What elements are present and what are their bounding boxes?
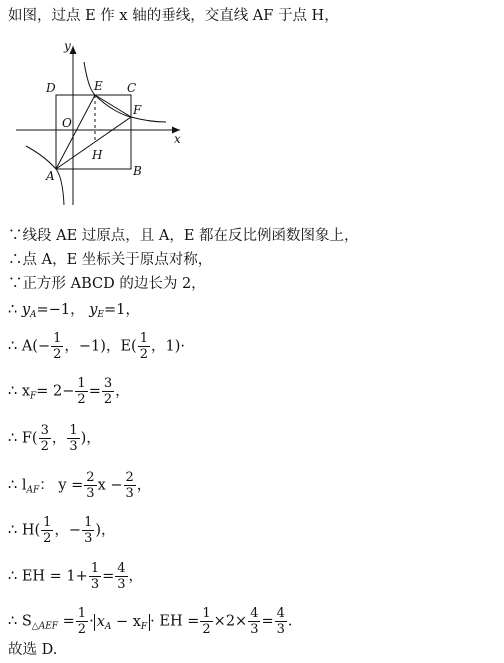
line-12: 故选 D.: [8, 642, 58, 658]
label-d: D: [46, 81, 56, 95]
line-6: ∴ $x_F= 2-$ $\frac{1}{2}$ = $\frac{3}{2}$ ，: [8, 376, 130, 407]
label-a: A: [46, 169, 55, 183]
line-5: ∴ A(− $\frac{1}{2}$ ，−1)，E( $\frac{1}{2}$ ，1)·: [8, 331, 185, 362]
segment-ae: [56, 95, 95, 169]
line-7: ∴ F( $\frac{3}{2}$ ， $\frac{1}{3}$ )，: [8, 423, 101, 454]
label-h: H: [92, 148, 103, 162]
line-2: ∴点 A，E 坐标关于原点对称，: [8, 252, 213, 268]
line-3: ∵正方形 ABCD 的边长为 2，: [8, 276, 206, 292]
label-o: O: [62, 116, 72, 130]
hyperbola-branch-2: [26, 146, 64, 205]
label-c: C: [127, 81, 137, 95]
label-e: E: [94, 79, 103, 93]
line-11: ∴ $S_{\triangle AEF}$ = $\frac{1}{2}$ · $x_A - x_F$ · EH = $\frac{1}{2}$ ×2× $\frac{4}{3}$ = $\frac{4}{3}$ .: [8, 606, 293, 637]
label-y: y: [64, 39, 71, 53]
line-4: ∴ $y_A=-1$， $y_E=1$，: [8, 302, 140, 320]
line-9: ∴ H( $\frac{1}{2}$ ，− $\frac{1}{3}$ )，: [8, 515, 116, 546]
intro-text: 如图，过点 E 作 x 轴的垂线，交直线 AF 于点 H，: [8, 8, 339, 24]
label-f: F: [133, 103, 142, 117]
line-1: ∵线段 AE 过原点，且 A，E 都在反比例函数图象上，: [8, 228, 359, 244]
line-8: ∴ $l_{AF}$： y = $\frac{2}{3}$ x − $\frac{2}{3}$ ，: [8, 470, 152, 501]
line-10: ∴ EH = 1+ $\frac{1}{3}$ = $\frac{4}{3}$ ，: [8, 561, 144, 592]
label-x: x: [174, 132, 181, 146]
segment-ef: [95, 95, 131, 117]
label-b: B: [133, 164, 142, 178]
